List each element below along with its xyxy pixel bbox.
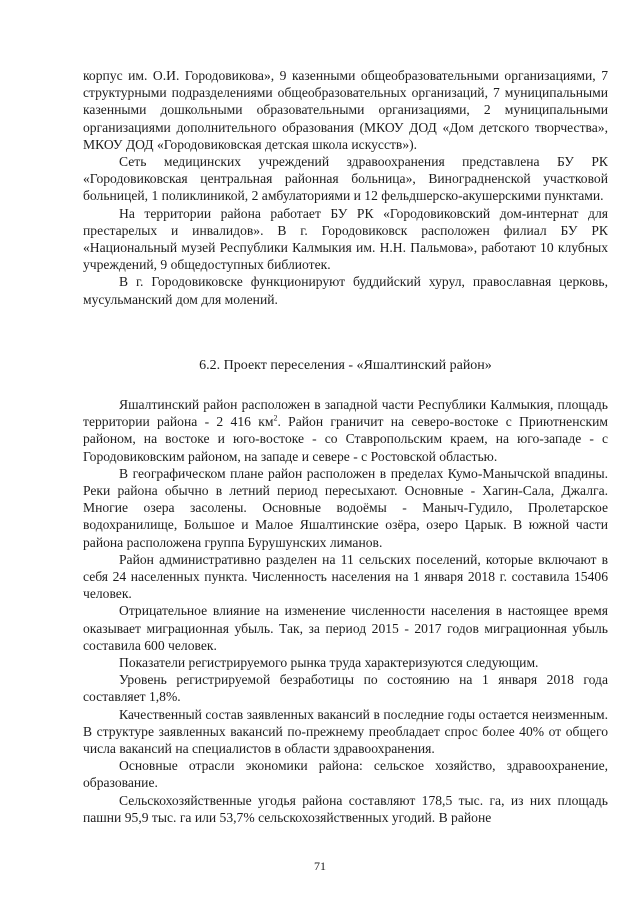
paragraph-administration: Район административно разделен на 11 сельских поселений, которые включают в себя 24 населенных пункта. Численность населения на 1 января 2018 г. составила 15406 человек. (83, 551, 608, 602)
paragraph-vacancies: Качественный состав заявленных вакансий в последние годы остается неизменным. В структуре заявленных вакансий по-прежнему преобладает спрос более 40% от общего числа вакансий на специалистов в области здравоохранения. (83, 706, 608, 757)
paragraph-location (83, 396, 608, 465)
paragraph-labor-market: Показатели регистрируемого рынка труда характеризуются следующим. (119, 655, 539, 671)
paragraph-education: корпус им. О.И. Городовикова», 9 казенными общеобразовательными организациями, 7 структурными подразделениями общеобразовательных организаций, 7 муниципальными казенными дошкольными образовательными организациями, 2 муниципальными организациями дополнительного образования (МКОУ ДОД «Дом детского творчества», МКОУ ДОД «Городовиковская детская школа искусств»). (83, 68, 608, 152)
paragraph-agriculture: Сельскохозяйственные угодья района составляют 178,5 тыс. га, из них площадь пашни 95,9 тыс. га или 53,7% сельскохозяйственных угодий. В районе (83, 792, 608, 825)
top-text-block (83, 67, 608, 308)
paragraph-social-culture: На территории района работает БУ РК «Городовиковский дом-интернат для престарелых и инвалидов». В г. Городовиковск расположен филиал БУ РК «Национальный музей Республики Калмыкия им. Н.Н. Пальмова», работают 10 клубных учреждений, 9 общедоступных библиотек. (83, 205, 608, 273)
paragraph-religion: В г. Городовиковске функционируют буддийский хурул, православная церковь, мусульманский дом для молений. (83, 274, 608, 307)
location-text-continued: . Район граничит на северо-востоке с Приютненским районом, на востоке и юго-востоке - со Ставропольским краем, на юго-западе - с Городовиковским районом, на западе и севере - с Ростовской областью. (83, 414, 609, 464)
area-unit-superscript: 2 (273, 413, 278, 423)
section-heading: 6.2. Проект переселения - «Яшалтинский район» (199, 358, 492, 373)
page-number: 71 (314, 859, 326, 873)
location-text: Яшалтинский район расположен в западной части Республики Калмыкия, площадь территории района - 2 416 км (83, 397, 608, 430)
paragraph-geography: В географическом плане район расположен в пределах Кумо-Манычской впадины. Реки района обычно в летний период пересыхают. Основные - Хагин-Сала, Джалга. Многие озера засолены. Основные водоёмы - Маныч-Гудило, Пролетарское водохранилище, Большое и Малое Яшалтинские озёра, озеро Царык. В южной части района расположена группа Бурушунских лиманов. (83, 465, 608, 550)
paragraph-unemployment: Уровень регистрируемой безработицы по состоянию на 1 января 2018 года составляет 1,8%. (83, 672, 608, 705)
paragraph-economy: Основные отрасли экономики района: сельское хозяйство, здравоохранение, образование. (83, 758, 608, 791)
bottom-text-block (83, 396, 608, 826)
paragraph-migration: Отрицательное влияние на изменение численности населения в настоящее время оказывает миграционная убыль. Так, за период 2015 - 2017 годов миграционная убыль составила 600 человек. (83, 603, 608, 653)
paragraph-healthcare: Сеть медицинских учреждений здравоохранения представлена БУ РК «Городовиковская центральная районная больница», Виноградненской участковой больницей, 1 поликлиникой, 2 амбулаториями и 12 фельдшерско-акушерскими пунктами. (83, 154, 608, 204)
